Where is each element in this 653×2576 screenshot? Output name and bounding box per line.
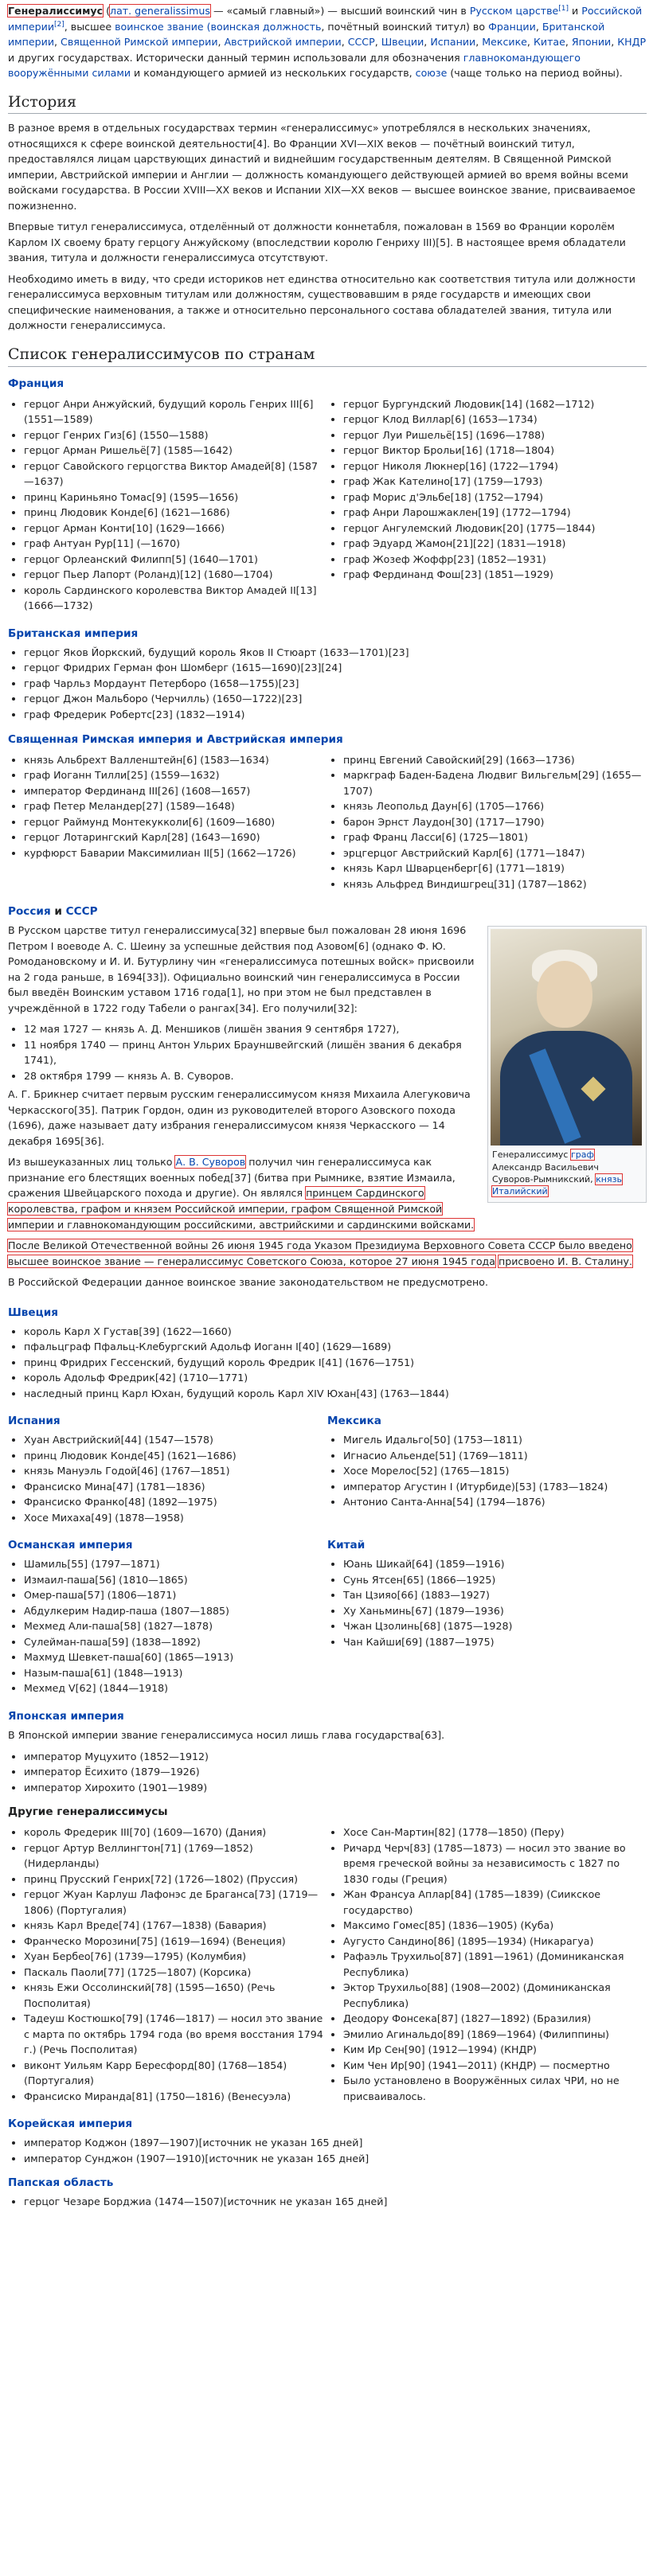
list-item: • Игнасио Альенде[51] (1769—1811) bbox=[343, 1448, 647, 1464]
intro-paragraph: Генералиссимус (лат. generalissimus — «самый главный») — высший воинский чин в Русском царстве[1] и Российской империи[2], высшее воинское звание (воинская должность, почётный воинский титул) во Франции, Британской империи, Священной Римской империи, Австрийской империи, СССР, Швеции, Испании, Мексике, Китае, Японии, КНДР и других государствах. Исторически данный термин использовали для обозначения главнокомандующего вооружёнными силами и командующего армией из нескольких государств, союзе (чаще только на период войны). bbox=[8, 4, 647, 80]
list-item: • Юань Шикай[64] (1859—1916) bbox=[343, 1556, 647, 1572]
stalin-decree-highlight: После Великой Отечественной войны 26 июня 1945 года Указом Президиума Верховного Совета СССР было введено высшее воинское звание — генералиссимус Советского Союза, которое 27 июня 1945 года bbox=[8, 1239, 632, 1267]
link-china[interactable]: Китае bbox=[533, 36, 565, 49]
list-item: • Чжан Цзолинь[68] (1875—1928) bbox=[343, 1618, 647, 1634]
list-item: • император Фердинанд III[26] (1608—1657) bbox=[24, 783, 327, 799]
list-item: • князь Мануэль Годой[46] (1767—1851) bbox=[24, 1463, 327, 1479]
list-item: • Франческо Морозини[75] (1619—1694) (Венеция) bbox=[24, 1934, 327, 1950]
mexico-list bbox=[327, 1432, 647, 1510]
sweden-list bbox=[8, 1324, 647, 1402]
list-item: • Хуан Австрийский[44] (1547—1578) bbox=[24, 1432, 327, 1448]
list-item: • граф Фердинанд Фош[23] (1851—1929) bbox=[343, 567, 647, 583]
list-item: • Сунь Ятсен[65] (1866—1925) bbox=[343, 1572, 647, 1588]
list-item: • князь Карл Шварценберг[6] (1771—1819) bbox=[343, 861, 647, 876]
history-p2: Впервые титул генералиссимуса, отделённый от должности коннетабля, пожалован в 1569 во Франции королём Карлом IX своему брату герцогу Анжуйскому (впоследствии королю Генриху III)[5]. В настоящее время обладатели звания, титула и должности генералиссимуса отсутствуют. bbox=[8, 221, 626, 264]
list-item: • князь Леопольд Даун[6] (1705—1766) bbox=[343, 798, 647, 814]
list-item: • князь Альбрехт Валленштейн[6] (1583—1634) bbox=[24, 752, 327, 768]
list-item: • Мигель Идальго[50] (1753—1811) bbox=[343, 1432, 647, 1448]
list-item: • граф Анри Ларошжаклен[19] (1772—1794) bbox=[343, 505, 647, 521]
ottoman-heading: Османская империя bbox=[8, 1539, 133, 1552]
list-item: • герцог Джон Мальборо (Черчилль) (1650—1722)[23] bbox=[24, 691, 647, 707]
list-item: • эрцгерцог Австрийский Карл[6] (1771—1847) bbox=[343, 845, 647, 861]
list-item: • герцог Орлеанский Филипп[5] (1640—1701) bbox=[24, 552, 327, 568]
list-item: • граф Франц Ласси[6] (1725—1801) bbox=[343, 829, 647, 845]
list-item: • наследный принц Карл Юхан, будущий король Карл XIV Юхан[43] (1763—1844) bbox=[24, 1386, 647, 1402]
list-item: • Рафаэль Трухильо[87] (1891—1961) (Доминиканская Республика) bbox=[343, 1949, 647, 1980]
link-japan[interactable]: Японии bbox=[571, 36, 612, 49]
list-item: • граф Жозеф Жоффр[23] (1852—1931) bbox=[343, 552, 647, 568]
latin-link[interactable]: лат. generalissimus bbox=[110, 5, 210, 17]
list-item: • герцог Савойского герцогства Виктор Амадей[8] (1587—1637) bbox=[24, 459, 327, 490]
papal-heading: Папская область bbox=[8, 2176, 114, 2190]
japan-heading: Японская империя bbox=[8, 1709, 124, 1723]
list-item: • Мехмед Али-паша[58] (1827—1878) bbox=[24, 1618, 327, 1634]
spain-heading: Испания bbox=[8, 1415, 61, 1428]
caption-prince-link[interactable]: князь Италийский bbox=[492, 1174, 622, 1197]
list-item: • граф Жак Кателино[17] (1759—1793) bbox=[343, 474, 647, 490]
list-item: • Эктор Трухильо[88] (1908—2002) (Доминиканская Республика) bbox=[343, 1980, 647, 2011]
list-item: • Жан Франсуа Аплар[84] (1785—1839) (Сиикское государство) bbox=[343, 1887, 647, 1918]
papal-list bbox=[8, 2194, 647, 2210]
link-mexico[interactable]: Мексике bbox=[482, 36, 527, 49]
list-item: • принц Евгений Савойский[29] (1663—1736) bbox=[343, 752, 647, 768]
list-item: • граф Антуан Рур[11] (—1670) bbox=[24, 536, 327, 552]
list-item: • Омер-паша[57] (1806—1871) bbox=[24, 1587, 327, 1603]
list-item: • граф Фредерик Робертс[23] (1832—1914) bbox=[24, 707, 647, 723]
list-item: • герцог Фридрих Герман фон Шомберг (1615—1690)[23][24] bbox=[24, 660, 647, 676]
suvorov-caption: Генералиссимус граф Александр Васильевич Суворов-Рымникский, князь Италийский bbox=[492, 1149, 622, 1197]
france-lists bbox=[8, 395, 647, 617]
link-spain[interactable]: Испании bbox=[430, 36, 476, 49]
list-item: • Измаил-паша[56] (1810—1865) bbox=[24, 1572, 327, 1588]
russia-p2: А. Г. Брикнер считает первым русским генералиссимусом князя Михаила Алегуковича Черкасского[35]. Патрик Гордон, один из руководителей второго Азовского похода (1696), даже называет дату избрания генералиссимусом князя Черкасского — 14 декабря 1695[36]. bbox=[8, 1088, 471, 1147]
suvorov-portrait-image[interactable] bbox=[491, 929, 642, 1146]
list-item: • Деодору Фонсека[87] (1827—1892) (Бразилия) bbox=[343, 2011, 647, 2027]
list-item: • герцог Анри Анжуйский, будущий король Генрих III[6] (1551—1589) bbox=[24, 396, 327, 427]
list-item: • император Сунджон (1907—1910)[источник не указан 165 дней] bbox=[24, 2151, 647, 2167]
list-item: • 28 октября 1799 — князь А. В. Суворов. bbox=[24, 1068, 647, 1084]
spain-list bbox=[8, 1432, 327, 1525]
ottoman-china-row bbox=[8, 1528, 647, 1700]
history-p3: Необходимо иметь в виду, что среди историков нет единства относительно как соответствия титула или должности генералиссимуса верховным титулам или должностям, существовавшим в ряде государств и имеющих свои специфические наименования, а также и относительно персонального состава обладателей звания, титула или должности генералиссимуса. bbox=[8, 272, 635, 332]
list-item: • Ким Чен Ир[90] (1941—2011) (КНДР) — посмертно bbox=[343, 2058, 647, 2074]
list-heading: Список генералиссимусов по странам bbox=[8, 345, 647, 367]
britain-list bbox=[8, 645, 647, 723]
list-item: • Хуан Бербео[76] (1739—1795) (Колумбия) bbox=[24, 1949, 327, 1965]
list-item: • Максимо Гомес[85] (1836—1905) (Куба) bbox=[343, 1918, 647, 1934]
link-sweden[interactable]: Швеции bbox=[381, 36, 424, 49]
list-item: • Шамиль[55] (1797—1871) bbox=[24, 1556, 327, 1572]
list-item: • принц Людовик Конде[45] (1621—1686) bbox=[24, 1448, 327, 1464]
hre-lists bbox=[8, 751, 647, 896]
list-item: • император Хирохито (1901—1989) bbox=[24, 1780, 647, 1796]
list-item: • маркграф Баден-Баденa Людвиг Вильгельм[29] (1655—1707) bbox=[343, 767, 647, 798]
suvorov-thumbnail[interactable] bbox=[487, 926, 647, 1203]
other-list-right bbox=[327, 1825, 647, 2104]
russia-p5: В Российской Федерации данное воинское звание законодательством не предусмотрено. bbox=[8, 1276, 488, 1289]
list-item: • герцог Ангулемский Людовик[20] (1775—1844) bbox=[343, 521, 647, 537]
list-item: • Паскаль Паоли[77] (1725—1807) (Корсика) bbox=[24, 1965, 327, 1981]
japan-paragraph: В Японской империи звание генералиссимуса носил лишь глава государства[63]. bbox=[8, 1729, 445, 1741]
list-item: • Хосе Сан-Мартин[82] (1778—1850) (Перу) bbox=[343, 1825, 647, 1840]
list-item: • император Агустин I (Итурбиде)[53] (1783—1824) bbox=[343, 1479, 647, 1495]
list-item: • император Коджон (1897—1907)[источник не указан 165 дней] bbox=[24, 2135, 647, 2151]
link-ussr[interactable]: СССР bbox=[347, 36, 375, 49]
link-military-rank[interactable]: воинское звание (воинская должность bbox=[115, 20, 322, 33]
list-item: • Абдулкерим Надир-паша (1807—1885) bbox=[24, 1603, 327, 1619]
france-heading: Франция bbox=[8, 377, 65, 390]
spain-mexico-row bbox=[8, 1404, 647, 1528]
list-item: • Антонио Санта-Анна[54] (1794—1876) bbox=[343, 1494, 647, 1510]
list-item: • Назым-паша[61] (1848—1913) bbox=[24, 1665, 327, 1681]
list-item: • король Карл X Густав[39] (1622—1660) bbox=[24, 1324, 647, 1340]
list-item: • Франсиско Франко[48] (1892—1975) bbox=[24, 1494, 327, 1510]
hre-list-right bbox=[327, 752, 647, 892]
russia-heading: Россия и СССР bbox=[8, 905, 98, 919]
hre-heading: Священная Римская империя и Австрийская империя bbox=[8, 732, 343, 746]
list-item: • барон Эрнст Лаудон[30] (1717—1790) bbox=[343, 814, 647, 830]
list-item: • Франсиско Мина[47] (1781—1836) bbox=[24, 1479, 327, 1495]
france-list-right bbox=[327, 396, 647, 614]
list-item: • герцог Жуан Карлуш Лафонэс де Браганса[73] (1719—1806) (Португалия) bbox=[24, 1887, 327, 1918]
list-item: • Аугусто Сандино[86] (1895—1934) (Никарагуа) bbox=[343, 1934, 647, 1950]
korea-list bbox=[8, 2135, 647, 2166]
list-item: • Чан Кайши[69] (1887—1975) bbox=[343, 1634, 647, 1650]
suvorov-link[interactable]: А. В. Суворов bbox=[175, 1156, 246, 1169]
list-item: • герцог Бургундский Людовик[14] (1682—1712) bbox=[343, 396, 647, 412]
list-item: • герцог Чезаре Борджиа (1474—1507)[источник не указан 165 дней] bbox=[24, 2194, 647, 2210]
france-list-left bbox=[8, 396, 327, 614]
list-item: • Хосе Михаха[49] (1878—1958) bbox=[24, 1510, 327, 1526]
list-item: • князь Альфред Виндишгрец[31] (1787—1862) bbox=[343, 876, 647, 892]
list-item: • Франсиско Миранда[81] (1750—1816) (Венесуэла) bbox=[24, 2089, 327, 2105]
other-lists bbox=[8, 1823, 647, 2107]
korea-heading: Корейская империя bbox=[8, 2117, 133, 2131]
list-item: • герцог Арман Ришельё[7] (1585—1642) bbox=[24, 443, 327, 459]
list-item: • Ричард Черч[83] (1785—1873) — носил это звание во время греческой войны за независимость с 1827 по 1830 годы (Греция) bbox=[343, 1840, 647, 1887]
list-item: • граф Петер Меландер[27] (1589—1648) bbox=[24, 798, 327, 814]
link-france[interactable]: Франции bbox=[488, 20, 536, 33]
list-item: • Было установлено в Вооружённых силах ЧРИ, но не присваивалось. bbox=[343, 2073, 647, 2104]
list-item: • герцог Клод Виллар[6] (1653—1734) bbox=[343, 412, 647, 427]
list-item: • Хосе Морелос[52] (1765—1815) bbox=[343, 1463, 647, 1479]
list-item: • герцог Яков Йоркский, будущий король Яков II Стюарт (1633—1701)[23] bbox=[24, 645, 647, 661]
link-commander[interactable]: главнокомандующего вооружёнными силами bbox=[8, 51, 581, 80]
russia-p4 bbox=[8, 1238, 647, 1269]
link-hre[interactable]: Священной Римской империи bbox=[61, 36, 218, 49]
list-item: • герцог Лотарингский Карл[28] (1643—1690) bbox=[24, 829, 327, 845]
list-item: • принц Кариньяно Томас[9] (1595—1656) bbox=[24, 490, 327, 505]
list-item: • Ким Ир Сен[90] (1912—1994) (КНДР) bbox=[343, 2042, 647, 2058]
stalin-awarded-highlight: присвоено И. В. Сталину. bbox=[499, 1255, 632, 1267]
list-item: • граф Морис д'Эльбе[18] (1752—1794) bbox=[343, 490, 647, 505]
link-russian-empire[interactable]: Российской империи bbox=[8, 5, 643, 33]
term-bold: Генералиссимус bbox=[8, 5, 104, 17]
list-item: • Махмуд Шевкет-паша[60] (1865—1913) bbox=[24, 1649, 327, 1665]
list-item: • Сулейман-паша[59] (1838—1892) bbox=[24, 1634, 327, 1650]
list-item: • 11 ноября 1740 — принц Антон Ульрих Брауншвейгский (лишён звания 6 декабря 1741), bbox=[24, 1037, 647, 1068]
list-item: • Ху Ханьминь[67] (1879—1936) bbox=[343, 1603, 647, 1619]
link-austrian-empire[interactable]: Австрийской империи bbox=[224, 36, 342, 49]
list-item: • пфальцграф Пфальц-Клебургский Адольф Иоганн I[40] (1629—1689) bbox=[24, 1339, 647, 1355]
list-item: • герцог Пьер Лапорт (Роланд)[12] (1680—1704) bbox=[24, 567, 327, 583]
list-item: • принц Людовик Конде[6] (1621—1686) bbox=[24, 505, 327, 521]
history-heading: История bbox=[8, 92, 647, 115]
list-item: • герцог Николя Люкнер[16] (1722—1794) bbox=[343, 459, 647, 474]
china-heading: Китай bbox=[327, 1539, 366, 1552]
ottoman-list bbox=[8, 1556, 327, 1696]
list-item: • Тан Цзияо[66] (1883—1927) bbox=[343, 1587, 647, 1603]
list-item: • курфюрст Баварии Максимилиан II[5] (1662—1726) bbox=[24, 845, 327, 861]
link-alliance[interactable]: союзе bbox=[415, 67, 448, 80]
history-p1: В разное время в отдельных государствах термин «генералиссимус» употреблялся в нескольких значениях, относящихся к сфере воинской деятельности[4]. Во Франции XVI—XIX веков — почётный воинский титул, предоставлялся лицам царствующих династий и виднейшим государственным деятелям. В Священной Римской империи, Австрийской империи и Англии — должность командующего действующей армией во время войны всеми войсками государства. В России XVIII—XX веков и Испании XIX—XX веков — высшее воинское звание, присваиваемое пожизненно. bbox=[8, 122, 635, 212]
link-dprk[interactable]: КНДР bbox=[617, 36, 647, 49]
list-item: • 12 мая 1727 — князь А. Д. Меншиков (лишён звания 9 сентября 1727), bbox=[24, 1021, 647, 1037]
list-item: • герцог Виктор Брольи[16] (1718—1804) bbox=[343, 443, 647, 459]
other-list-left bbox=[8, 1825, 327, 2104]
suvorov-titles-highlight: принцем Сардинского королевства, графом и князем Российской империи, графом Священной Римской империи и главнокомандующим российскими, австрийскими и сардинскими войсками. bbox=[8, 1187, 475, 1231]
caption-graf-link[interactable]: граф bbox=[570, 1149, 594, 1161]
list-item: • король Сардинского королевства Виктор Амадей II[13] (1666—1732) bbox=[24, 583, 327, 614]
britain-heading: Британская империя bbox=[8, 626, 139, 640]
list-item: • герцог Генрих Гиз[6] (1550—1588) bbox=[24, 427, 327, 443]
list-item: • принц Фридрих Гессенский, будущий король Фредрик I[41] (1676—1751) bbox=[24, 1355, 647, 1371]
russia-p1: В Русском царстве титул генералиссимуса[32] впервые был пожалован 28 июня 1696 Петром I воеводе А. С. Шеину за успешные действия под Азовом[6] (однако Ф. Ю. Ромодановскому и И. И. Бутурлину чин «генералиссимуса потешных войск» присвоили на 2 года раньше, в 1694[33]). Официально воинский чин генералиссимуса в России был введён Воинским уставом 1716 года[1], но при этом не был представлен в учреждённой в 1722 году Табели о рангах[34]. Его получили[32]: bbox=[8, 924, 475, 1014]
link-british-empire[interactable]: Британской империи bbox=[8, 20, 605, 49]
list-item: • князь Карл Вреде[74] (1767—1838) (Бавария) bbox=[24, 1918, 327, 1934]
list-item: • король Фредерик III[70] (1609—1670) (Дания) bbox=[24, 1825, 327, 1840]
list-item: • герцог Раймунд Монтекукколи[6] (1609—1680) bbox=[24, 814, 327, 830]
list-item: • виконт Уильям Карр Бересфорд[80] (1768—1854) (Португалия) bbox=[24, 2058, 327, 2089]
list-item: • принц Прусский Генрих[72] (1726—1802) (Пруссия) bbox=[24, 1872, 327, 1887]
list-item: • граф Чарльз Мордаунт Петерборо (1658—1755)[23] bbox=[24, 676, 647, 692]
list-item: • князь Ежи Оссолинский[78] (1595—1650) (Речь Посполитая) bbox=[24, 1980, 327, 2011]
list-item: • герцог Луи Ришельё[15] (1696—1788) bbox=[343, 427, 647, 443]
link-russian-tsardom[interactable]: Русском царстве bbox=[469, 5, 559, 17]
list-item: • граф Иоганн Тилли[25] (1559—1632) bbox=[24, 767, 327, 783]
list-item: • король Адольф Фредрик[42] (1710—1771) bbox=[24, 1370, 647, 1386]
japan-list bbox=[8, 1749, 647, 1796]
list-item: • герцог Арман Конти[10] (1629—1666) bbox=[24, 521, 327, 537]
list-item: • Мехмед V[62] (1844—1918) bbox=[24, 1680, 327, 1696]
list-item: • император Ёсихито (1879—1926) bbox=[24, 1764, 647, 1780]
list-item: • герцог Артур Веллингтон[71] (1769—1852) (Нидерланды) bbox=[24, 1840, 327, 1872]
mexico-heading: Мексика bbox=[327, 1415, 381, 1428]
russia-p3: Из вышеуказанных лиц только А. В. Суворов получил чин генералиссимуса как признание его блестящих военных побед[37] (битва при Рымнике, взятие Измаила, сражения Швейцарского похода и другие). Он являлся принцем Сардинского королевства, графом и князем Российской империи, графом Священной Римской империи и главнокомандующим российскими, австрийскими и сардинскими войсками. bbox=[8, 1156, 475, 1231]
list-item: • Эмилио Агинальдо[89] (1869—1964) (Филиппины) bbox=[343, 2027, 647, 2043]
china-list bbox=[327, 1556, 647, 1649]
hre-list-left bbox=[8, 752, 327, 892]
list-item: • император Муцухито (1852—1912) bbox=[24, 1749, 647, 1765]
sweden-heading: Швеция bbox=[8, 1306, 58, 1319]
list-item: • граф Эдуард Жамон[21][22] (1831—1918) bbox=[343, 536, 647, 552]
list-item: • Тадеуш Костюшко[79] (1746—1817) — носил это звание с марта по октябрь 1794 года (во время восстания 1794 г.) (Речь Посполитая) bbox=[24, 2011, 327, 2058]
other-heading: Другие генералиссимусы bbox=[8, 1805, 168, 1819]
